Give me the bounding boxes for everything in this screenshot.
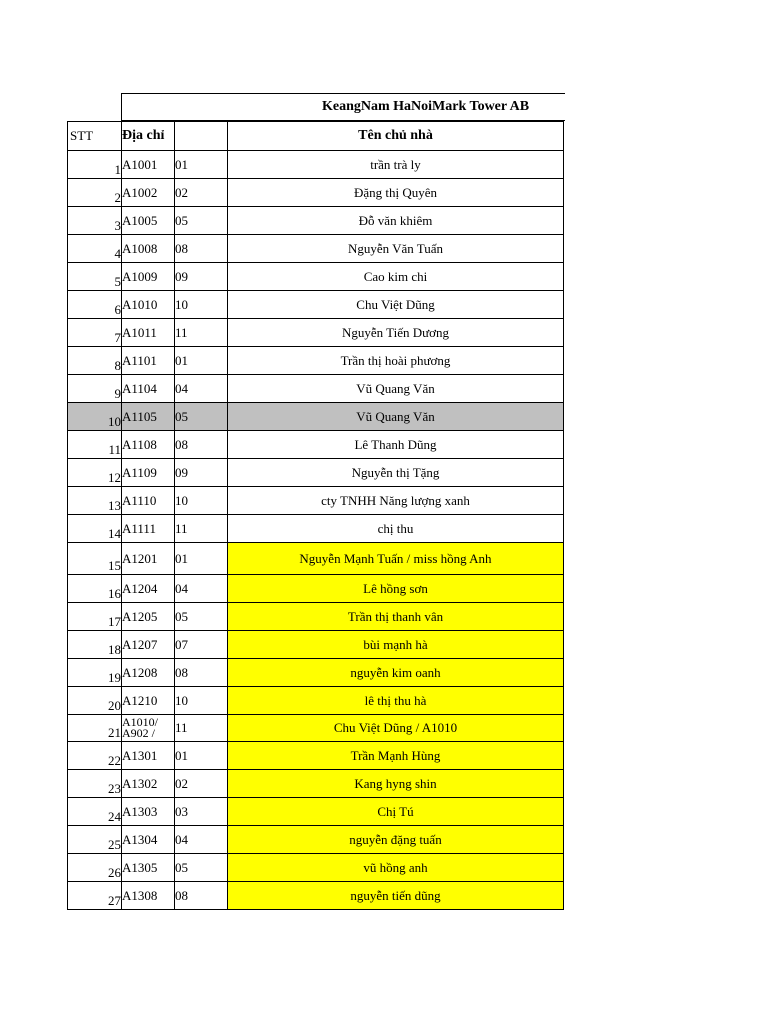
- cell-owner[interactable]: Lê hồng sơn: [228, 575, 564, 603]
- table-row: [68, 319, 564, 347]
- table-row: [68, 179, 564, 207]
- cell-owner[interactable]: Vũ Quang Văn: [228, 375, 564, 403]
- table-row: [68, 347, 564, 375]
- cell-address[interactable]: A1002: [122, 179, 175, 207]
- table-row: [68, 826, 564, 854]
- table-row: [68, 631, 564, 659]
- cell-code[interactable]: 10: [175, 291, 228, 319]
- cell-address[interactable]: A1005: [122, 207, 175, 235]
- cell-code[interactable]: 10: [175, 687, 228, 715]
- cell-owner[interactable]: Chị Tú: [228, 798, 564, 826]
- table-row: [68, 543, 564, 575]
- table-row: [68, 291, 564, 319]
- cell-stt[interactable]: 25: [68, 826, 122, 854]
- cell-address[interactable]: A1008: [122, 235, 175, 263]
- cell-owner[interactable]: chị thu: [228, 515, 564, 543]
- cell-stt[interactable]: 8: [68, 347, 122, 375]
- cell-stt[interactable]: 1: [68, 151, 122, 179]
- cell-address[interactable]: A1009: [122, 263, 175, 291]
- cell-code[interactable]: 08: [175, 882, 228, 910]
- header-stt: STT: [68, 122, 122, 151]
- cell-owner[interactable]: Trần Mạnh Hùng: [228, 742, 564, 770]
- table-row: [68, 798, 564, 826]
- table-row: [68, 151, 564, 179]
- cell-code[interactable]: 09: [175, 263, 228, 291]
- cell-code[interactable]: 11: [175, 319, 228, 347]
- cell-code[interactable]: 11: [175, 715, 228, 742]
- cell-stt[interactable]: 26: [68, 854, 122, 882]
- cell-owner[interactable]: Đỗ văn khiêm: [228, 207, 564, 235]
- cell-code[interactable]: 02: [175, 770, 228, 798]
- cell-owner[interactable]: bùi mạnh hà: [228, 631, 564, 659]
- cell-stt[interactable]: 20: [68, 687, 122, 715]
- owner-table-body: [68, 122, 564, 910]
- table-row: [68, 207, 564, 235]
- cell-address[interactable]: A1207: [122, 631, 175, 659]
- cell-address[interactable]: A1208: [122, 659, 175, 687]
- cell-code[interactable]: 10: [175, 487, 228, 515]
- cell-owner[interactable]: Nguyễn Văn Tuấn: [228, 235, 564, 263]
- table-row: [68, 235, 564, 263]
- table-row: [68, 659, 564, 687]
- table-row: [68, 459, 564, 487]
- table-row: [68, 854, 564, 882]
- cell-owner[interactable]: nguyễn tiến dũng: [228, 882, 564, 910]
- cell-address[interactable]: A1301: [122, 742, 175, 770]
- owner-table: [67, 121, 564, 910]
- cell-owner[interactable]: cty TNHH Năng lượng xanh: [228, 487, 564, 515]
- cell-code[interactable]: 09: [175, 459, 228, 487]
- title-row: [121, 93, 565, 121]
- table-row: [68, 403, 564, 431]
- cell-code[interactable]: 02: [175, 179, 228, 207]
- cell-address[interactable]: A1205: [122, 603, 175, 631]
- cell-code[interactable]: 01: [175, 543, 228, 575]
- cell-address[interactable]: A1111: [122, 515, 175, 543]
- cell-address-line1: A1010/: [122, 715, 158, 729]
- cell-stt[interactable]: 2: [68, 179, 122, 207]
- header-address: Địa chỉ: [122, 122, 175, 151]
- cell-address[interactable]: A1010: [122, 291, 175, 319]
- cell-address[interactable]: A1308: [122, 882, 175, 910]
- cell-address[interactable]: A1104: [122, 375, 175, 403]
- table-row: [68, 882, 564, 910]
- cell-stt[interactable]: 5: [68, 263, 122, 291]
- cell-address[interactable]: A1204: [122, 575, 175, 603]
- cell-stt[interactable]: 24: [68, 798, 122, 826]
- cell-stt[interactable]: 15: [68, 543, 122, 575]
- cell-owner[interactable]: Nguyễn Tiến Dương: [228, 319, 564, 347]
- cell-stt[interactable]: 9: [68, 375, 122, 403]
- cell-owner[interactable]: Nguyễn thị Tặng: [228, 459, 564, 487]
- cell-address[interactable]: A1305: [122, 854, 175, 882]
- cell-code[interactable]: 08: [175, 431, 228, 459]
- cell-code[interactable]: 03: [175, 798, 228, 826]
- cell-stt[interactable]: 14: [68, 515, 122, 543]
- table-row: [68, 742, 564, 770]
- cell-stt[interactable]: 27: [68, 882, 122, 910]
- cell-code[interactable]: 04: [175, 575, 228, 603]
- cell-owner[interactable]: trần trà ly: [228, 151, 564, 179]
- sheet-title: KeangNam HaNoiMark Tower AB: [322, 99, 530, 114]
- cell-owner[interactable]: Lê Thanh Dũng: [228, 431, 564, 459]
- table-row: [68, 575, 564, 603]
- cell-code[interactable]: 07: [175, 631, 228, 659]
- cell-owner[interactable]: Chu Việt Dũng / A1010: [228, 715, 564, 742]
- table-row: [68, 603, 564, 631]
- cell-owner[interactable]: nguyễn đặng tuấn: [228, 826, 564, 854]
- cell-code[interactable]: 01: [175, 347, 228, 375]
- table-row: [68, 263, 564, 291]
- cell-stt[interactable]: 7: [68, 319, 122, 347]
- cell-stt[interactable]: 22: [68, 742, 122, 770]
- cell-code[interactable]: 04: [175, 826, 228, 854]
- cell-address[interactable]: A1201: [122, 543, 175, 575]
- cell-code[interactable]: 04: [175, 375, 228, 403]
- cell-address-line2: A902 /: [122, 726, 155, 740]
- cell-code[interactable]: 05: [175, 403, 228, 431]
- cell-code[interactable]: 05: [175, 207, 228, 235]
- cell-owner[interactable]: Trần thị hoài phương: [228, 347, 564, 375]
- table-row: [68, 687, 564, 715]
- header-code: [175, 122, 228, 151]
- cell-owner[interactable]: Chu Việt Dũng: [228, 291, 564, 319]
- cell-owner[interactable]: lê thị thu hà: [228, 687, 564, 715]
- cell-code[interactable]: 05: [175, 854, 228, 882]
- cell-stt[interactable]: 6: [68, 291, 122, 319]
- cell-owner[interactable]: Trần thị thanh vân: [228, 603, 564, 631]
- cell-code[interactable]: 08: [175, 659, 228, 687]
- table-row: [68, 375, 564, 403]
- cell-address[interactable]: A1105: [122, 403, 175, 431]
- cell-address[interactable]: A1302: [122, 770, 175, 798]
- cell-code[interactable]: 05: [175, 603, 228, 631]
- cell-stt[interactable]: 13: [68, 487, 122, 515]
- cell-stt[interactable]: 17: [68, 603, 122, 631]
- cell-owner[interactable]: Kang hyng shin: [228, 770, 564, 798]
- cell-address[interactable]: [122, 715, 175, 742]
- cell-stt[interactable]: 21: [68, 715, 122, 742]
- cell-code[interactable]: 08: [175, 235, 228, 263]
- cell-address[interactable]: A1011: [122, 319, 175, 347]
- cell-stt[interactable]: 3: [68, 207, 122, 235]
- cell-stt[interactable]: 16: [68, 575, 122, 603]
- cell-stt[interactable]: 18: [68, 631, 122, 659]
- cell-code[interactable]: 01: [175, 151, 228, 179]
- cell-code[interactable]: 01: [175, 742, 228, 770]
- cell-stt[interactable]: 10: [68, 403, 122, 431]
- header-row: [68, 122, 564, 151]
- cell-address[interactable]: A1001: [122, 151, 175, 179]
- header-owner: Tên chủ nhà: [228, 122, 564, 151]
- cell-stt[interactable]: 19: [68, 659, 122, 687]
- cell-owner[interactable]: nguyễn kim oanh: [228, 659, 564, 687]
- cell-owner[interactable]: Vũ Quang Văn: [228, 403, 564, 431]
- cell-stt[interactable]: 4: [68, 235, 122, 263]
- cell-address[interactable]: A1109: [122, 459, 175, 487]
- table-row: [68, 770, 564, 798]
- table-row: [68, 431, 564, 459]
- cell-address[interactable]: A1101: [122, 347, 175, 375]
- table-row: [68, 487, 564, 515]
- cell-owner[interactable]: Nguyễn Mạnh Tuấn / miss hồng Anh: [228, 543, 564, 575]
- table-row: [68, 715, 564, 742]
- cell-code[interactable]: 11: [175, 515, 228, 543]
- cell-address[interactable]: A1304: [122, 826, 175, 854]
- cell-owner[interactable]: Cao kim chi: [228, 263, 564, 291]
- cell-address[interactable]: A1108: [122, 431, 175, 459]
- cell-address[interactable]: A1303: [122, 798, 175, 826]
- cell-owner[interactable]: vũ hồng anh: [228, 854, 564, 882]
- cell-address[interactable]: A1110: [122, 487, 175, 515]
- cell-stt[interactable]: 11: [68, 431, 122, 459]
- cell-address[interactable]: A1210: [122, 687, 175, 715]
- table-row: [68, 515, 564, 543]
- cell-owner[interactable]: Đặng thị Quyên: [228, 179, 564, 207]
- cell-stt[interactable]: 23: [68, 770, 122, 798]
- cell-stt[interactable]: 12: [68, 459, 122, 487]
